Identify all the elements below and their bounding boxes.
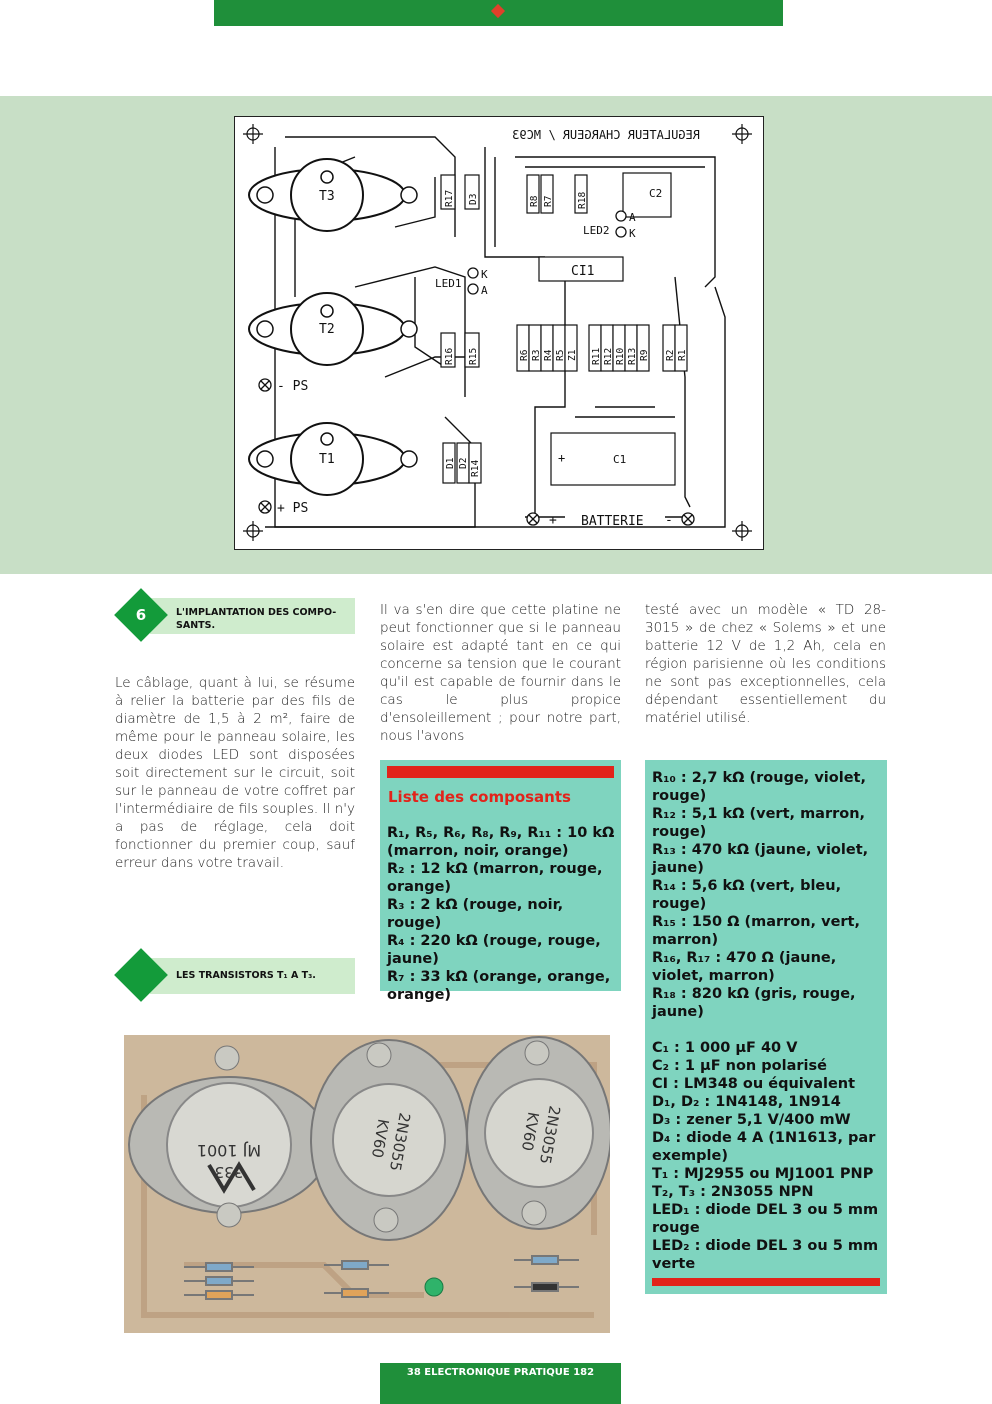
- pcb-label-r6: R6: [519, 349, 530, 361]
- pcb-label-ci1: CI1: [571, 264, 595, 279]
- pcb-label-r11: R11: [591, 347, 602, 365]
- component-item: T₁ : MJ2955 ou MJ1001 PNP: [652, 1166, 874, 1182]
- component-item: R₁₄ : 5,6 kΩ (vert, bleu, rouge): [652, 878, 842, 912]
- pcb-label-r8: R8: [529, 195, 540, 207]
- pcb-label-r15: R15: [468, 347, 479, 365]
- t1-code: 333: [214, 1163, 244, 1181]
- component-item: D₁, D₂ : 1N4148, 1N914: [652, 1094, 841, 1110]
- pcb-label-r7: R7: [543, 195, 554, 207]
- component-item: CI : LM348 ou équivalent: [652, 1076, 856, 1092]
- t2-code: KV60: [367, 1117, 393, 1160]
- pcb-label-a2: A: [629, 211, 636, 224]
- pcb-label-k1: K: [481, 268, 488, 281]
- component-item: T₂, T₃ : 2N3055 NPN: [652, 1184, 814, 1200]
- components-left-list: [387, 824, 617, 1004]
- pcb-label-t1: T1: [319, 452, 335, 467]
- pcb-label-r17: R17: [444, 189, 455, 207]
- component-item: LED₂ : diode DEL 3 ou 5 mm verte: [652, 1238, 879, 1272]
- pcb-label-d2: D2: [458, 457, 469, 469]
- pcb-label-d3: D3: [468, 193, 479, 205]
- pcb-label-led2: LED2: [583, 224, 610, 237]
- component-item: R₁₂ : 5,1 kΩ (vert, marron, rouge): [652, 806, 866, 840]
- pcb-layout-figure: [234, 116, 764, 550]
- body-column-3: testé avec un modèle « TD 28-3015 » de chez « Solems » et une batterie 12 V de 1,2 Ah, cela en région parisienne où les conditions ne sont pas exceptionnelles, cela dépendant essentiellement du matériel utilisé.: [645, 602, 886, 726]
- pcb-label-t3: T3: [319, 189, 335, 204]
- component-item: R₁₀ : 2,7 kΩ (rouge, violet, rouge): [652, 770, 866, 804]
- pcb-label-minus: -: [665, 513, 673, 528]
- pcb-label-r10: R10: [615, 347, 626, 365]
- component-item: C₂ : 1 µF non polarisé: [652, 1058, 827, 1074]
- pcb-drawing: [235, 117, 763, 549]
- pcb-label-r5: R5: [555, 349, 566, 361]
- components-red-bar-top: [387, 766, 614, 778]
- pcb-label-r14: R14: [470, 459, 481, 477]
- pcb-label-plus: +: [549, 513, 557, 528]
- transistors-section-title: LES TRANSISTORS T₁ A T₃.: [176, 970, 316, 981]
- pcb-label-c1: C1: [613, 453, 627, 466]
- body-column-1: Le câblage, quant à lui, se résume à relier la batterie par des fils de diamètre de 1,5 à 2 m², faire de même pour le panneau solaire, les deux diodes LED sont disposées soit directement sur le circuit, soit sur le panneau de votre coffret par l'intermédiaire de fils souples. Il n'y a pas de réglage, cela doit fonctionner du premier coup, sauf erreur dans votre travail.: [115, 675, 355, 871]
- page-footer: 38 ELECTRONIQUE PRATIQUE 182: [406, 1367, 595, 1378]
- component-item: R₁₆, R₁₇ : 470 Ω (jaune, violet, marron): [652, 950, 837, 984]
- components-list-box-left: [380, 760, 621, 1003]
- bottom-banner: [380, 1363, 621, 1404]
- pcb-label-d1: D1: [445, 457, 456, 469]
- component-item: R₄ : 220 kΩ (rouge, rouge, jaune): [387, 933, 601, 967]
- pcb-label-c1-plus: +: [558, 451, 566, 465]
- pcb-label-r1: R1: [677, 349, 688, 361]
- components-right-list: [652, 769, 884, 1021]
- pcb-label-r18: R18: [577, 191, 588, 209]
- component-item: D₃ : zener 5,1 V/400 mW: [652, 1112, 851, 1128]
- pcb-label-led1: LED1: [435, 277, 462, 290]
- transistors-photo: [124, 1035, 610, 1333]
- component-item: R₃ : 2 kΩ (rouge, noir, rouge): [387, 897, 564, 931]
- pcb-label-r12: R12: [603, 347, 614, 365]
- component-item: LED₁ : diode DEL 3 ou 5 mm rouge: [652, 1202, 879, 1236]
- pcb-label-r4: R4: [543, 349, 554, 361]
- transistors-photo-drawing: [124, 1035, 610, 1333]
- pcb-label-plus-ps: + PS: [277, 501, 309, 516]
- t3-marking: 2N3055: [535, 1104, 564, 1166]
- component-item: R₂ : 12 kΩ (marron, rouge, orange): [387, 861, 603, 895]
- pcb-label-k2: K: [629, 227, 636, 240]
- body-column-2: Il va s'en dire que cette platine ne peut fonctionner que si le panneau solaire est adapté tant en ce qui concerne sa tension que le courant qu'il est capable de fournir dans le cas le plus propice d'ensoleillement ; pour notre part, nous l'avons: [380, 602, 621, 744]
- pcb-label-r9: R9: [639, 349, 650, 361]
- components-right-list-2: [652, 1039, 884, 1273]
- led-icon: [425, 1278, 443, 1296]
- pcb-label-r16: R16: [444, 347, 455, 365]
- component-item: C₁ : 1 000 µF 40 V: [652, 1040, 798, 1056]
- component-item: R₁, R₅, R₆, R₈, R₉, R₁₁ : 10 kΩ (marron, noir, orange): [387, 825, 615, 859]
- component-item: R₁₈ : 820 kΩ (gris, rouge, jaune): [652, 986, 856, 1020]
- pcb-label-c2: C2: [649, 187, 663, 200]
- pcb-label-r2: R2: [665, 349, 676, 361]
- pcb-label-r3: R3: [531, 349, 542, 361]
- component-item: R₁₃ : 470 kΩ (jaune, violet, jaune): [652, 842, 869, 876]
- pcb-label-t2: T2: [319, 322, 335, 337]
- pcb-label-minus-ps: - PS: [277, 379, 309, 394]
- t1-marking: MJ 1001: [196, 1141, 262, 1160]
- section-6-title: L'IMPLANTATION DES COMPO- SANTS.: [176, 607, 337, 631]
- component-item: R₇ : 33 kΩ (orange, orange, orange): [387, 969, 611, 1003]
- pcb-label-batterie: BATTERIE: [581, 514, 644, 529]
- pcb-label-z1: Z1: [567, 349, 578, 361]
- pcb-title: REGULATEUR CHARGEUR / MC93: [512, 128, 700, 142]
- components-list-title: Liste des composants: [388, 788, 571, 806]
- pcb-label-a1: A: [481, 284, 488, 297]
- components-red-bar-bottom: [652, 1278, 880, 1286]
- pcb-label-r13: R13: [627, 347, 638, 365]
- t3-code: KV60: [517, 1110, 543, 1153]
- component-item: D₄ : diode 4 A (1N1613, par exemple): [652, 1130, 876, 1164]
- components-list-box-right: [645, 760, 887, 1294]
- component-item: R₁₅ : 150 Ω (marron, vert, marron): [652, 914, 860, 948]
- section-6-number: 6: [135, 606, 147, 624]
- t2-marking: 2N3055: [385, 1111, 414, 1173]
